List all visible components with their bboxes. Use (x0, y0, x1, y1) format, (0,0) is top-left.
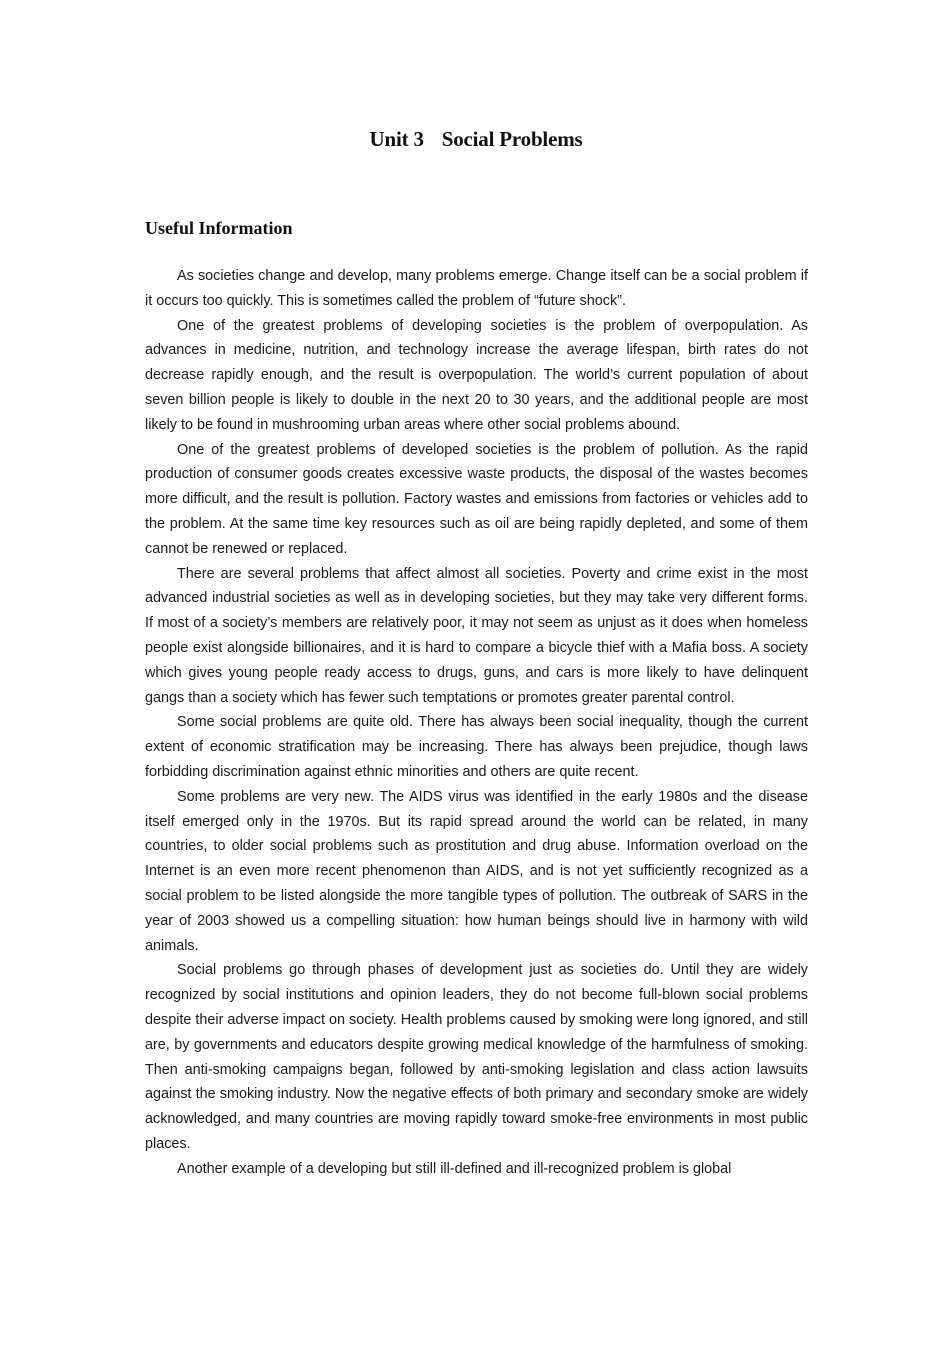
body-text (145, 264, 808, 1181)
title-unit: Unit 3 (369, 127, 424, 151)
page-title (0, 127, 952, 152)
paragraph: Some problems are very new. The AIDS virus was identified in the early 1980s and the disease itself emerged only in the 1970s. But its rapid spread around the world can be related, in many countries, to older social problems such as prostitution and drug abuse. Information overload on the Internet is an even more recent phenomenon than AIDS, and is not yet sufficiently recognized as a social problem to be listed alongside the more tangible types of pollution. The outbreak of SARS in the year of 2003 showed us a compelling situation: how human beings should live in harmony with wild animals. (145, 788, 808, 954)
paragraph: One of the greatest problems of developed societies is the problem of pollution. As the rapid production of consumer goods creates excessive waste products, the disposal of the wastes becomes more difficult, and the result is pollution. Factory wastes and emissions from factories or vehicles add to the problem. At the same time key resources such as oil are being rapidly depleted, and some of them cannot be renewed or replaced. (145, 441, 808, 557)
paragraph: Another example of a developing but still ill-defined and ill-recognized problem is global (177, 1160, 732, 1177)
paragraph: There are several problems that affect almost all societies. Poverty and crime exist in the most advanced industrial societies as well as in developing societies, but they may take very different forms. If most of a society’s members are relatively poor, it may not seem as unjust as it does when homeless people exist alongside billionaires, and it is hard to compare a bicycle thief with a Mafia boss. A society which gives young people ready access to drugs, guns, and cars is more likely to have delinquent gangs than a society which has fewer such temptations or promotes greater parental control. (145, 565, 808, 706)
title-text: Social Problems (441, 127, 583, 151)
paragraph: Some social problems are quite old. There has always been social inequality, though the current extent of economic stratification may be increasing. There has always been prejudice, though laws forbidding discrimination against ethnic minorities and others are quite recent. (145, 714, 808, 780)
paragraph: Social problems go through phases of development just as societies do. Until they are widely recognized by social institutions and opinion leaders, they do not become full-blown social problems despite their adverse impact on society. Health problems caused by smoking were long ignored, and still are, by governments and educators despite growing medical knowledge of the harmfulness of smoking. Then anti-smoking campaigns began, followed by anti-smoking legislation and class action lawsuits against the smoking industry. Now the negative effects of both primary and secondary smoke are widely acknowledged, and many countries are moving rapidly toward smoke-free environments in most public places. (145, 962, 808, 1152)
paragraph: As societies change and develop, many problems emerge. Change itself can be a social problem if it occurs too quickly. This is sometimes called the problem of “future shock”. (145, 268, 808, 309)
section-heading: Useful Information (145, 218, 293, 238)
paragraph: One of the greatest problems of developing societies is the problem of overpopulation. As advances in medicine, nutrition, and technology increase the average lifespan, birth rates do not decrease rapidly enough, and the result is overpopulation. The world’s current population of about seven billion people is likely to double in the next 20 to 30 years, and the additional people are most likely to be found in mushrooming urban areas where other social problems abound. (145, 317, 808, 433)
